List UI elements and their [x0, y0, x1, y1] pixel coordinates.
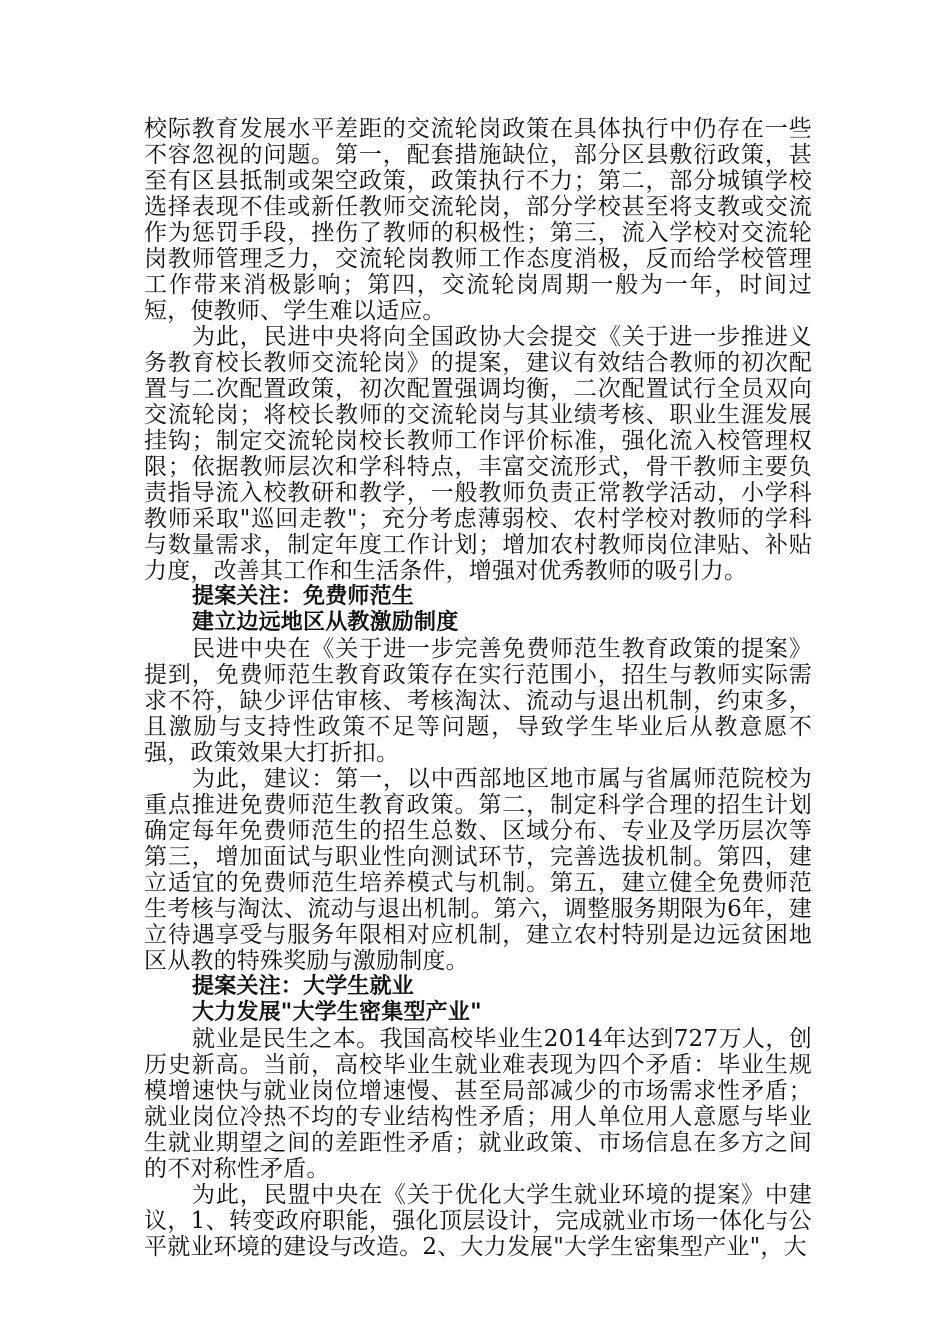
section-subheading: 建立边远地区从教激励制度	[192, 610, 459, 635]
body-paragraph: 为此，民盟中央在《关于优化大学生就业环境的提案》中建议，1、转变政府职能，强化顶层设计，完成就业市场一体化与公平就业环境的建设与改造。2、大力发展"大学生密集型产业"，大	[144, 1182, 812, 1260]
body-paragraph: 民进中央在《关于进一步完善免费师范生教育政策的提案》提到，免费师范生教育政策存在实行范围小，招生与教师实际需求不符，缺少评估审核、考核淘汰、流动与退出机制，约束多，且激励与支持性政策不足等问题，导致学生毕业后从教意愿不强，政策效果大打折扣。	[144, 636, 812, 766]
body-paragraph: 为此，民进中央将向全国政协大会提交《关于进一步推进义务教育校长教师交流轮岗》的提案，建议有效结合教师的初次配置与二次配置政策，初次配置强调均衡，二次配置试行全员双向交流轮岗；将校长教师的交流轮岗与其业绩考核、职业生涯发展挂钩；制定交流轮岗校长教师工作评价标准，强化流入校管理权限；依据教师层次和学科特点，丰富交流形式，骨干教师主要负责指导流入校教研和教学，一般教师负责正常教学活动，小学科教师采取"巡回走教"；充分考虑薄弱校、农村学校对教师的学科与数量需求，制定年度工作计划；增加农村教师岗位津贴、补贴力度，改善其工作和生活条件，增强对优秀教师的吸引力。	[144, 324, 812, 584]
body-paragraph: 为此，建议：第一，以中西部地区地市属与省属师范院校为重点推进免费师范生教育政策。第二，制定科学合理的招生计划确定每年免费师范生的招生总数、区域分布、专业及学历层次等第三，增加面试与职业性向测试环节，完善选拔机制。第四，建立适宜的免费师范生培养模式与机制。第五，建立健全免费师范生考核与淘汰、流动与退出机制。第六，调整服务期限为6年，建立待遇享受与服务年限相对应机制，建立农村特别是边远贫困地区从教的特殊奖励与激励制度。	[144, 766, 812, 974]
document-page	[144, 116, 812, 1260]
section-heading: 提案关注：大学生就业	[192, 974, 415, 999]
section-heading: 提案关注：免费师范生	[192, 584, 415, 609]
body-paragraph: 就业是民生之本。我国高校毕业生2014年达到727万人，创历史新高。当前，高校毕业生就业难表现为四个矛盾：毕业生规模增速快与就业岗位增速慢、甚至局部减少的市场需求性矛盾；就业岗位冷热不均的专业结构性矛盾；用人单位用人意愿与毕业生就业期望之间的差距性矛盾；就业政策、市场信息在多方之间的不对称性矛盾。	[144, 1026, 812, 1182]
body-paragraph: 校际教育发展水平差距的交流轮岗政策在具体执行中仍存在一些不容忽视的问题。第一，配套措施缺位，部分区县敷衍政策，甚至有区县抵制或架空政策，政策执行不力；第二，部分城镇学校选择表现不佳或新任教师交流轮岗，部分学校甚至将支教或交流作为惩罚手段，挫伤了教师的积极性；第三，流入学校对交流轮岗教师管理乏力，交流轮岗教师工作态度消极，反而给学校管理工作带来消极影响；第四，交流轮岗周期一般为一年，时间过短，使教师、学生难以适应。	[144, 116, 812, 324]
section-subheading: 大力发展"大学生密集型产业"	[192, 1000, 482, 1025]
